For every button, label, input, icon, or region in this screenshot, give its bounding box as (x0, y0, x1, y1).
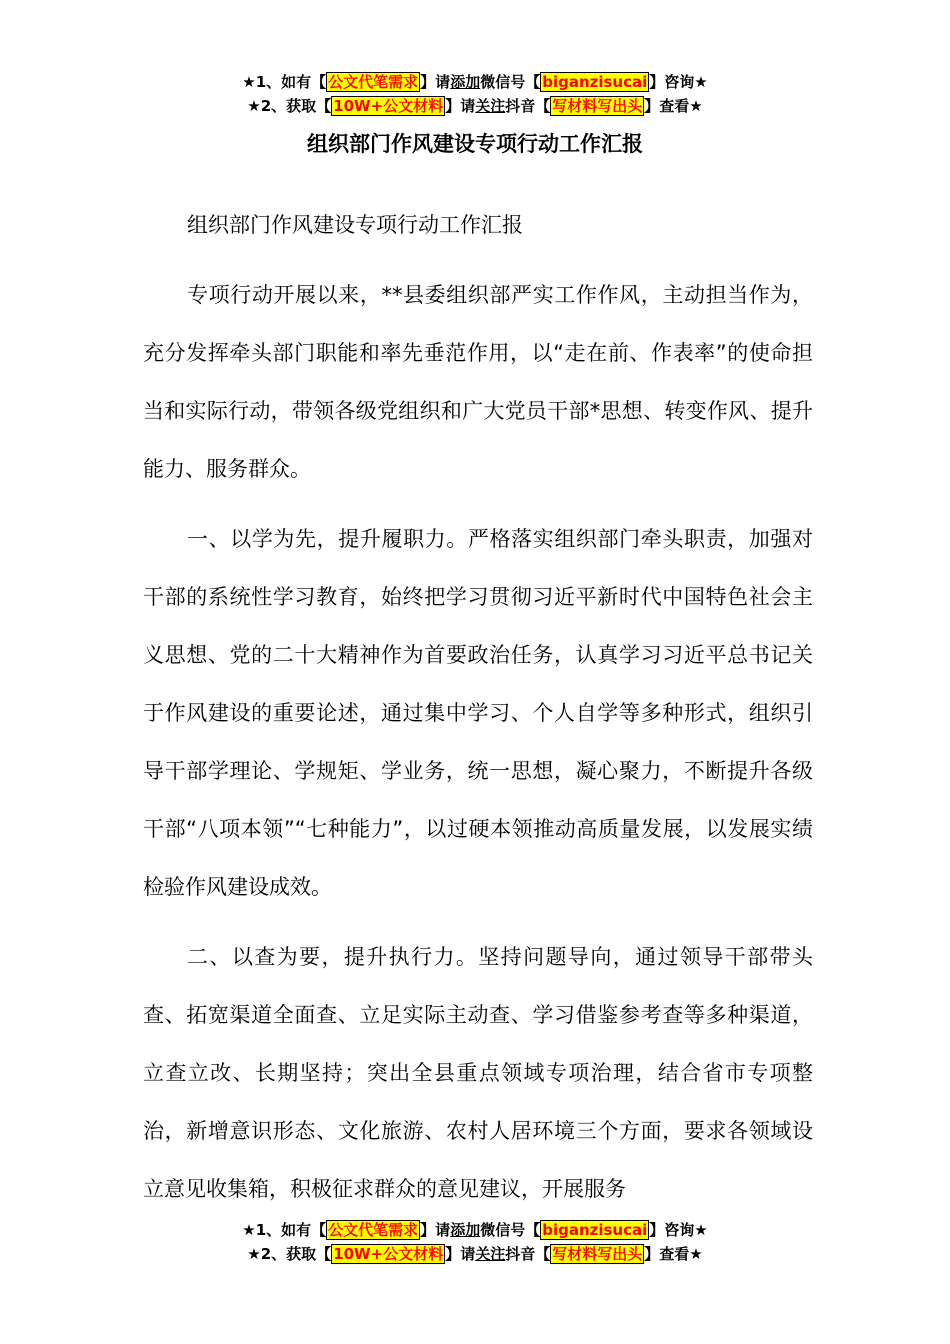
paragraph-intro: 专项行动开展以来，**县委组织部严实工作作风，主动担当作为，充分发挥牵头部门职能和率先垂范作用，以“走在前、作表率”的使命担当和实际行动，带领各级党组织和广大党员干部*思想、转变作风、提升能力、服务群众。 (143, 283, 813, 481)
banner-text: ★1、如有【 (242, 1221, 327, 1239)
header-banner (0, 70, 950, 118)
banner-text: 】查看★ (644, 97, 703, 115)
banner-line-1 (0, 1218, 950, 1242)
banner-text: 抖音【 (505, 1245, 551, 1263)
document-subtitle: 组织部门作风建设专项行动工作汇报 (187, 213, 523, 237)
banner-text: 】咨询★ (649, 1221, 708, 1239)
banner-text: ★2、获取【 (247, 1245, 332, 1263)
highlight-materials: 10W+公文材料 (333, 97, 444, 115)
highlight-douyin-account: 写材料写出头 (552, 97, 643, 115)
highlight-wechat-id: biganzisucai (542, 1221, 648, 1239)
banner-underline: 添加 (450, 1221, 481, 1239)
highlight-wechat-id: biganzisucai (542, 73, 648, 91)
paragraph-section-1: 一、以学为先，提升履职力。严格落实组织部门牵头职责，加强对干部的系统性学习教育，始终把学习贯彻习近平新时代中国特色社会主义思想、党的二十大精神作为首要政治任务，认真学习习近平总书记关于作风建设的重要论述，通过集中学习、个人自学等多种形式，组织引导干部学理论、学规矩、学业务，统一思想，凝心聚力，不断提升各级干部“八项本领”“七种能力”，以过硬本领推动高质量发展，以发展实绩检验作风建设成效。 (143, 527, 813, 899)
banner-text: 微信号【 (480, 1221, 541, 1239)
banner-line-1 (0, 70, 950, 94)
footer-banner (0, 1218, 950, 1266)
banner-text: 】请 (420, 73, 451, 91)
document-body (143, 196, 813, 1218)
highlight-materials: 10W+公文材料 (333, 1245, 444, 1263)
banner-text: ★2、获取【 (247, 97, 332, 115)
highlight-service: 公文代笔需求 (328, 1221, 419, 1239)
banner-line-2 (0, 94, 950, 118)
paragraph-section-2: 二、以查为要，提升执行力。坚持问题导向，通过领导干部带头查、拓宽渠道全面查、立足实际主动查、学习借鉴参考查等多种渠道，立查立改、长期坚持；突出全县重点领域专项治理，结合省市专项整治，新增意识形态、文化旅游、农村人居环境三个方面，要求各领域设立意见收集箱，积极征求群众的意见建议，开展服务 (143, 945, 813, 1201)
highlight-service: 公文代笔需求 (328, 73, 419, 91)
banner-text: 】请 (445, 97, 476, 115)
banner-line-2 (0, 1242, 950, 1266)
banner-underline: 添加 (450, 73, 481, 91)
banner-underline: 关注 (475, 97, 506, 115)
banner-text: 】咨询★ (649, 73, 708, 91)
banner-text: 】查看★ (644, 1245, 703, 1263)
banner-text: ★1、如有【 (242, 73, 327, 91)
banner-text: 微信号【 (480, 73, 541, 91)
banner-text: 】请 (445, 1245, 476, 1263)
banner-text: 抖音【 (505, 97, 551, 115)
highlight-douyin-account: 写材料写出头 (552, 1245, 643, 1263)
banner-text: 】请 (420, 1221, 451, 1239)
document-title: 组织部门作风建设专项行动工作汇报 (307, 132, 643, 156)
banner-underline: 关注 (475, 1245, 506, 1263)
